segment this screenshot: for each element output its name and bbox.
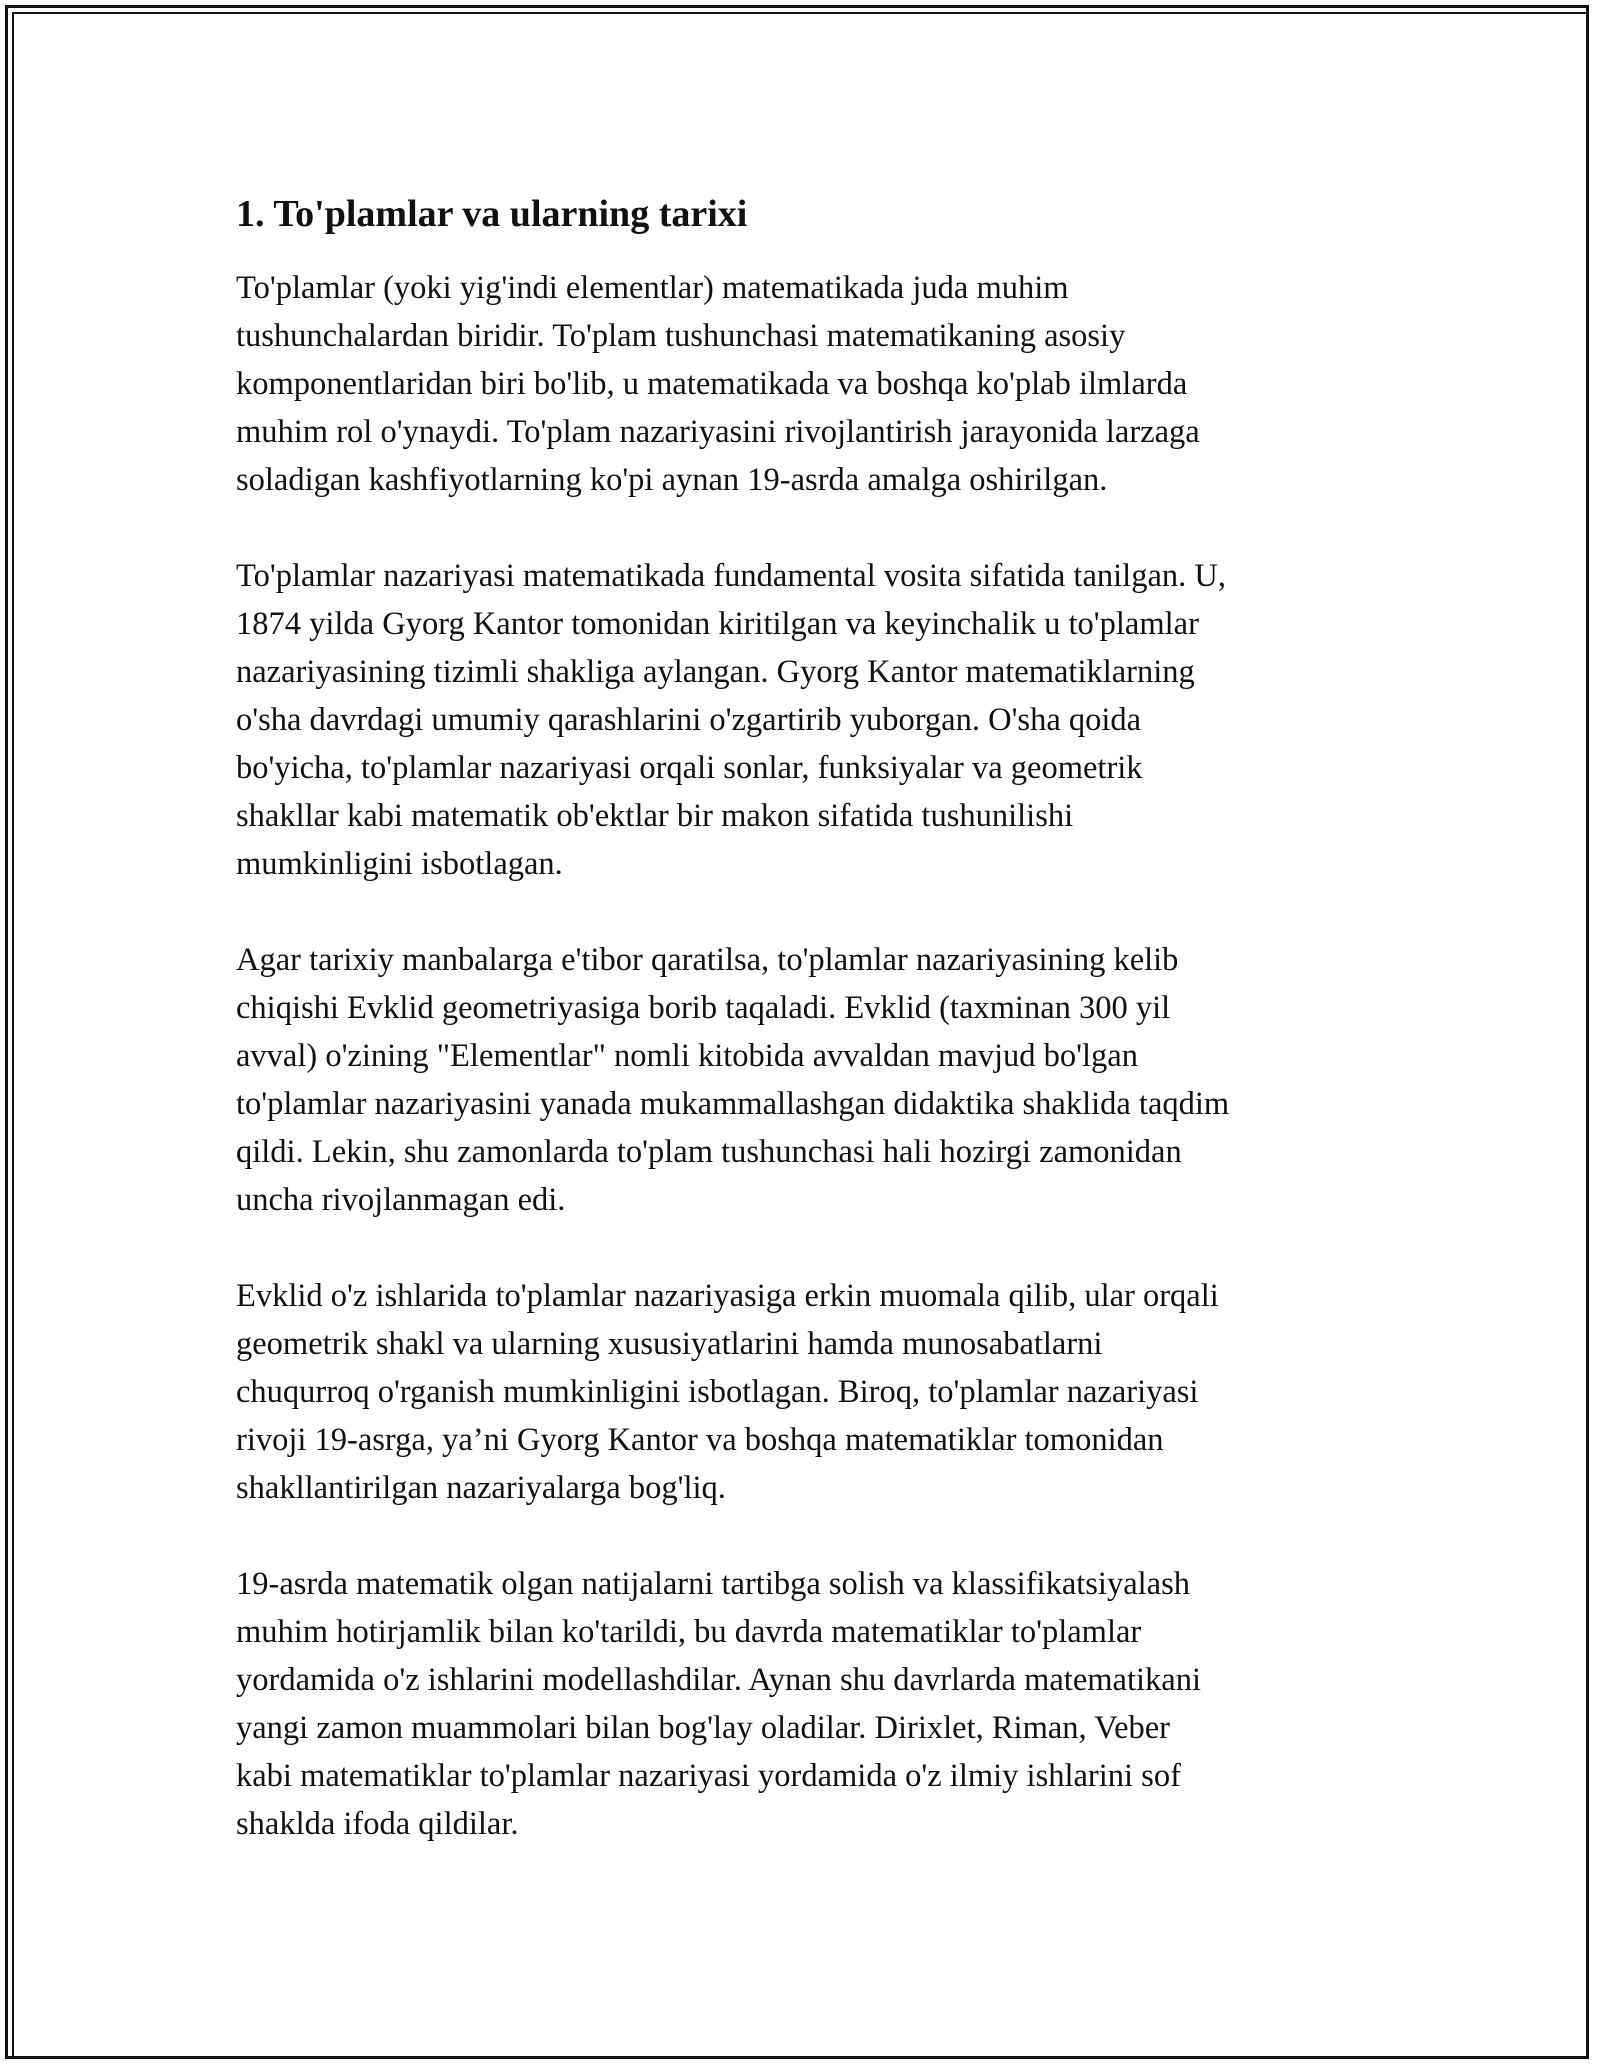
text-line: avval) o'zining "Elementlar" nomli kitobida avvaldan mavjud bo'lgan bbox=[236, 1038, 1138, 1074]
text-line: shakllantirilgan nazariyalarga bog'liq. bbox=[236, 1470, 726, 1506]
text-line: Agar tarixiy manbalarga e'tibor qaratilsa, to'plamlar nazariyasining kelib bbox=[236, 942, 1179, 978]
text-line: o'sha davrdagi umumiy qarashlarini o'zgartirib yuborgan. O'sha qoida bbox=[236, 702, 1142, 738]
text-line: Evklid o'z ishlarida to'plamlar nazariyasiga erkin muomala qilib, ular orqali bbox=[236, 1278, 1219, 1314]
paragraph-1 bbox=[236, 264, 1376, 504]
text-line: komponentlaridan biri bo'lib, u matematikada va boshqa ko'plab ilmlarda bbox=[236, 366, 1188, 402]
text-line: muhim rol o'ynaydi. To'plam nazariyasini rivojlantirish jarayonida larzaga bbox=[236, 414, 1200, 450]
text-line: muhim hotirjamlik bilan ko'tarildi, bu davrda matematiklar to'plamlar bbox=[236, 1614, 1142, 1650]
paragraph-4 bbox=[236, 1272, 1376, 1512]
paragraph-2 bbox=[236, 552, 1376, 888]
text-line: tushunchalardan biridir. To'plam tushunchasi matematikaning asosiy bbox=[236, 318, 1126, 354]
text-line: uncha rivojlanmagan edi. bbox=[236, 1182, 566, 1218]
text-line: soladigan kashfiyotlarning ko'pi aynan 19-asrda amalga oshirilgan. bbox=[236, 462, 1108, 498]
text-line: chiqishi Evklid geometriyasiga borib taqaladi. Evklid (taxminan 300 yil bbox=[236, 990, 1171, 1026]
text-line: nazariyasining tizimli shakliga aylangan. Gyorg Kantor matematiklarning bbox=[236, 654, 1195, 690]
text-line: geometrik shakl va ularning xususiyatlarini hamda munosabatlarni bbox=[236, 1326, 1103, 1362]
text-line: to'plamlar nazariyasini yanada mukammallashgan didaktika shaklida taqdim bbox=[236, 1086, 1230, 1122]
document-body bbox=[236, 188, 1376, 1896]
paragraph-5 bbox=[236, 1560, 1376, 1848]
text-line: 1874 yilda Gyorg Kantor tomonidan kiritilgan va keyinchalik u to'plamlar bbox=[236, 606, 1199, 642]
section-title: 1. To'plamlar va ularning tarixi bbox=[236, 193, 748, 235]
text-line: 19-asrda matematik olgan natijalarni tartibga solish va klassifikatsiyalash bbox=[236, 1566, 1190, 1602]
text-line: yangi zamon muammolari bilan bog'lay oladilar. Dirixlet, Riman, Veber bbox=[236, 1710, 1170, 1746]
text-line: bo'yicha, to'plamlar nazariyasi orqali sonlar, funksiyalar va geometrik bbox=[236, 750, 1143, 786]
text-line: mumkinligini isbotlagan. bbox=[236, 846, 563, 882]
text-line: shakllar kabi matematik ob'ektlar bir makon sifatida tushunilishi bbox=[236, 798, 1074, 834]
text-line: qildi. Lekin, shu zamonlarda to'plam tushunchasi hali hozirgi zamonidan bbox=[236, 1134, 1182, 1170]
text-line: kabi matematiklar to'plamlar nazariyasi yordamida o'z ilmiy ishlarini sof bbox=[236, 1758, 1181, 1794]
text-line: chuqurroq o'rganish mumkinligini isbotlagan. Biroq, to'plamlar nazariyasi bbox=[236, 1374, 1199, 1410]
text-line: shaklda ifoda qildilar. bbox=[236, 1806, 519, 1842]
text-line: To'plamlar nazariyasi matematikada fundamental vosita sifatida tanilgan. U, bbox=[236, 558, 1226, 594]
text-line: yordamida o'z ishlarini modellashdilar. Aynan shu davrlarda matematikani bbox=[236, 1662, 1201, 1698]
paragraph-3 bbox=[236, 936, 1376, 1224]
text-line: To'plamlar (yoki yig'indi elementlar) matematikada juda muhim bbox=[236, 270, 1069, 306]
text-line: rivoji 19-asrga, ya’ni Gyorg Kantor va boshqa matematiklar tomonidan bbox=[236, 1422, 1164, 1458]
